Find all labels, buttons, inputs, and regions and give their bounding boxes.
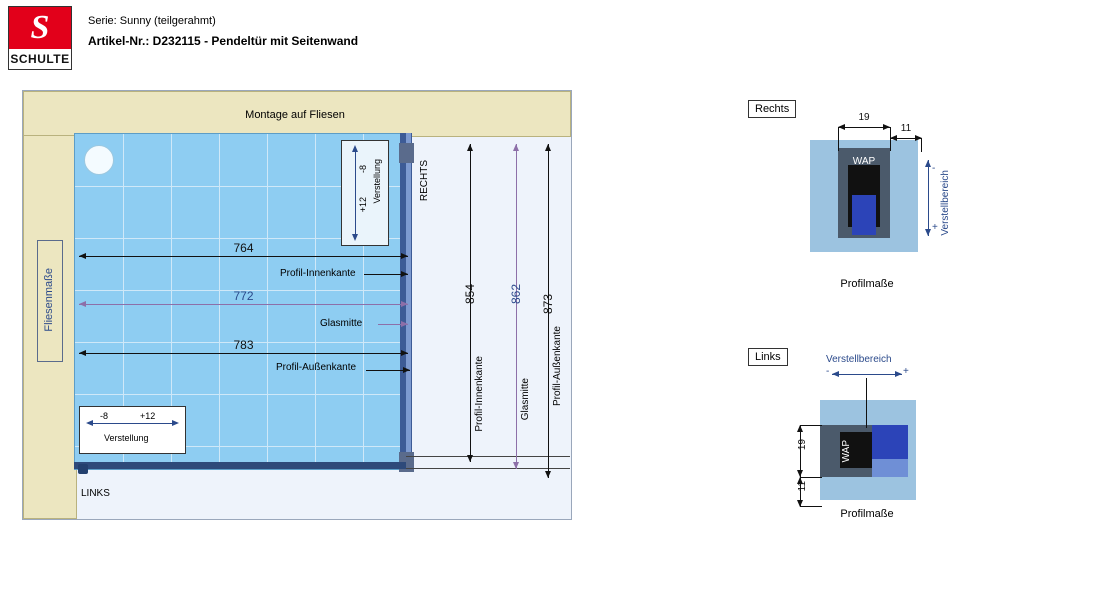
adjust-top-label: Verstellung bbox=[372, 159, 382, 204]
dim-862-label: Glasmitte bbox=[520, 378, 531, 421]
dim-horizontal-783 bbox=[79, 338, 408, 354]
detail-right-dim-11 bbox=[890, 123, 922, 139]
extension-line-b bbox=[406, 468, 570, 469]
leader-glasmitte-h bbox=[378, 324, 408, 325]
detail-right-dim-19 bbox=[838, 112, 890, 128]
detail-right-glass bbox=[852, 195, 876, 235]
logo-brand-name: SCHULTE bbox=[10, 52, 70, 66]
detail-right-dim-11-value: 11 bbox=[900, 123, 912, 134]
detail-right-caption: Profilmaße bbox=[840, 278, 894, 290]
detail-left-dim-19 bbox=[796, 425, 808, 477]
fliesenmasse-text: Fliesenmaße bbox=[43, 268, 55, 332]
adjustment-box-top bbox=[341, 140, 389, 246]
adjust-bottom-label: Verstellung bbox=[104, 433, 149, 443]
detail-left-dim-11-value: 11 bbox=[796, 481, 808, 492]
dim-873-value: 873 bbox=[541, 294, 555, 315]
adjust-bottom-minus: -8 bbox=[100, 411, 109, 421]
detail-left-dim-11 bbox=[796, 477, 808, 507]
dim-772-value: 772 bbox=[233, 289, 254, 303]
bottom-rail-knob bbox=[78, 464, 88, 474]
detail-left-dim-19-value: 19 bbox=[796, 439, 808, 451]
side-label-rechts: RECHTS bbox=[419, 160, 430, 202]
detail-left-adjust-range bbox=[832, 374, 902, 375]
dim-horizontal-772 bbox=[79, 289, 408, 305]
schulte-logo bbox=[8, 6, 72, 70]
dim-783-label: Profil-Außenkante bbox=[276, 362, 357, 373]
detail-tag-rechts: Rechts bbox=[748, 100, 796, 118]
detail-right-adjust-plus: + bbox=[932, 222, 938, 233]
montage-label: Montage auf Fliesen bbox=[245, 109, 345, 121]
detail-left-adjust-label: Verstellbereich bbox=[826, 354, 892, 365]
fliesenmasse-label bbox=[37, 240, 61, 360]
adjustment-box-bottom bbox=[79, 406, 186, 454]
article-label: Artikel-Nr.: D232115 - Pendeltür mit Seitenwand bbox=[88, 34, 359, 48]
detail-left-adjust-minus: - bbox=[826, 366, 830, 377]
detail-left-glass-lower bbox=[872, 459, 908, 477]
dim-862-value: 862 bbox=[509, 284, 523, 305]
leader-profil-aussenkante-h bbox=[366, 370, 410, 371]
detail-left-wap-label: WAP bbox=[840, 439, 852, 463]
detail-left-caption: Profilmaße bbox=[840, 508, 894, 520]
dim-873-label: Profil-Außenkante bbox=[552, 326, 563, 407]
adjust-top-minus: -8 bbox=[358, 165, 368, 174]
dim-764-value: 764 bbox=[233, 241, 254, 255]
adjust-top-plus: +12 bbox=[358, 197, 368, 213]
detail-right-adjust-minus: - bbox=[932, 163, 936, 174]
dim-783-value: 783 bbox=[233, 338, 254, 352]
dim-vertical-854 bbox=[463, 144, 477, 462]
detail-left-adjust-plus: + bbox=[903, 366, 909, 377]
leader-profil-innenkante-h bbox=[364, 274, 408, 275]
dim-vertical-873 bbox=[541, 144, 555, 478]
dim-horizontal-764 bbox=[79, 241, 408, 257]
detail-right-adjust-label: Verstellbereich bbox=[940, 170, 951, 236]
detail-tag-links: Links bbox=[748, 348, 788, 366]
dim-772-label: Glasmitte bbox=[320, 318, 363, 329]
post-hinge-top bbox=[399, 143, 414, 163]
detail-right-adjust-range bbox=[928, 160, 929, 236]
adjust-bottom-plus: +12 bbox=[140, 411, 156, 421]
series-label: Serie: Sunny (teilgerahmt) bbox=[88, 15, 216, 27]
side-label-links: LINKS bbox=[81, 488, 110, 499]
dim-854-value: 854 bbox=[463, 284, 477, 305]
door-knob bbox=[84, 145, 114, 175]
detail-right-dim-19-value: 19 bbox=[858, 112, 870, 123]
bottom-rail bbox=[74, 462, 406, 469]
dim-764-label: Profil-Innenkante bbox=[280, 268, 356, 279]
detail-left-glass bbox=[872, 425, 908, 459]
logo-letter: S bbox=[30, 9, 50, 46]
dim-854-label: Profil-Innenkante bbox=[474, 356, 485, 432]
dim-vertical-862 bbox=[509, 144, 523, 469]
detail-right-wap-label: WAP bbox=[852, 156, 876, 167]
extension-line-a bbox=[406, 456, 570, 457]
